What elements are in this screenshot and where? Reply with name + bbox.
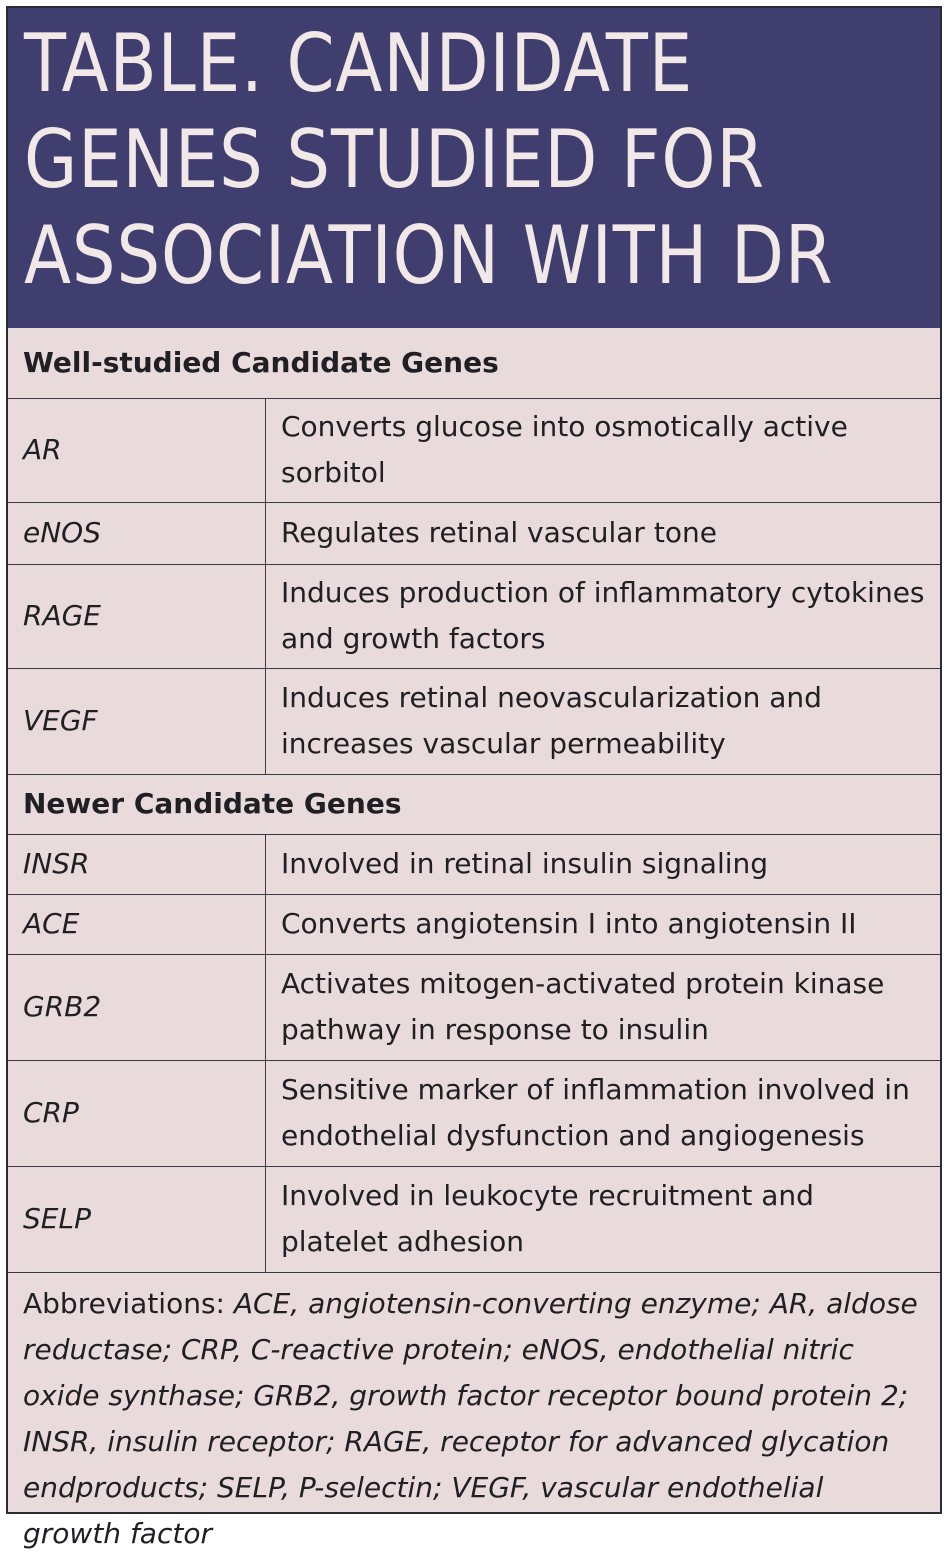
gene-description: Sensitive marker of inflammation involved in endothelial dysfunction and angiogenesis bbox=[266, 1060, 941, 1166]
table-row bbox=[8, 834, 940, 894]
gene-description: Converts angiotensin I into angiotensin II bbox=[266, 894, 941, 954]
footnote-label: Abbreviations: bbox=[23, 1286, 225, 1320]
table-row bbox=[8, 1166, 940, 1272]
table-row bbox=[8, 564, 940, 668]
gene-name: ACE bbox=[8, 894, 266, 954]
gene-name: GRB2 bbox=[8, 954, 266, 1060]
gene-description: Involved in leukocyte recruitment and platelet adhesion bbox=[266, 1166, 941, 1272]
title-line: GENES STUDIED FOR bbox=[24, 113, 766, 206]
gene-description: Induces production of inflammatory cytokines and growth factors bbox=[266, 564, 941, 668]
title-line: ASSOCIATION WITH DR bbox=[24, 209, 834, 302]
title-line: TABLE. CANDIDATE bbox=[24, 17, 694, 110]
gene-table bbox=[6, 6, 942, 1550]
gene-name: RAGE bbox=[8, 564, 266, 668]
section-header-row bbox=[8, 774, 940, 834]
footnote bbox=[8, 1272, 940, 1567]
footnote-row bbox=[8, 1272, 940, 1567]
section-header-row bbox=[8, 328, 940, 398]
table-row bbox=[8, 954, 940, 1060]
gene-grid bbox=[8, 328, 940, 1567]
table-row bbox=[8, 894, 940, 954]
gene-name: AR bbox=[8, 398, 266, 502]
section-heading: Newer Candidate Genes bbox=[8, 774, 940, 834]
gene-description: Activates mitogen-activated protein kinase pathway in response to insulin bbox=[266, 954, 941, 1060]
table-row bbox=[8, 668, 940, 774]
gene-name: CRP bbox=[8, 1060, 266, 1166]
gene-description: Converts glucose into osmotically active sorbitol bbox=[266, 398, 941, 502]
table-title bbox=[8, 8, 940, 328]
gene-name: eNOS bbox=[8, 502, 266, 564]
gene-description: Regulates retinal vascular tone bbox=[266, 502, 941, 564]
section-heading: Well-studied Candidate Genes bbox=[8, 328, 940, 398]
footnote-text: ACE, angiotensin-converting enzyme; AR, aldose reductase; CRP, C-reactive protein; eNOS, endothelial nitric oxide synthase; GRB2, growth factor receptor bound protein 2; INSR, insulin receptor; RAGE, receptor for advanced glycation endproducts; SELP, P-selectin; VEGF, vascular endothelial growth factor bbox=[23, 1286, 918, 1550]
gene-name: VEGF bbox=[8, 668, 266, 774]
gene-description: Induces retinal neovascularization and increases vascular permeability bbox=[266, 668, 941, 774]
table-row bbox=[8, 1060, 940, 1166]
table-row bbox=[8, 502, 940, 564]
table-row bbox=[8, 398, 940, 502]
gene-description: Involved in retinal insulin signaling bbox=[266, 834, 941, 894]
gene-name: SELP bbox=[8, 1166, 266, 1272]
gene-name: INSR bbox=[8, 834, 266, 894]
